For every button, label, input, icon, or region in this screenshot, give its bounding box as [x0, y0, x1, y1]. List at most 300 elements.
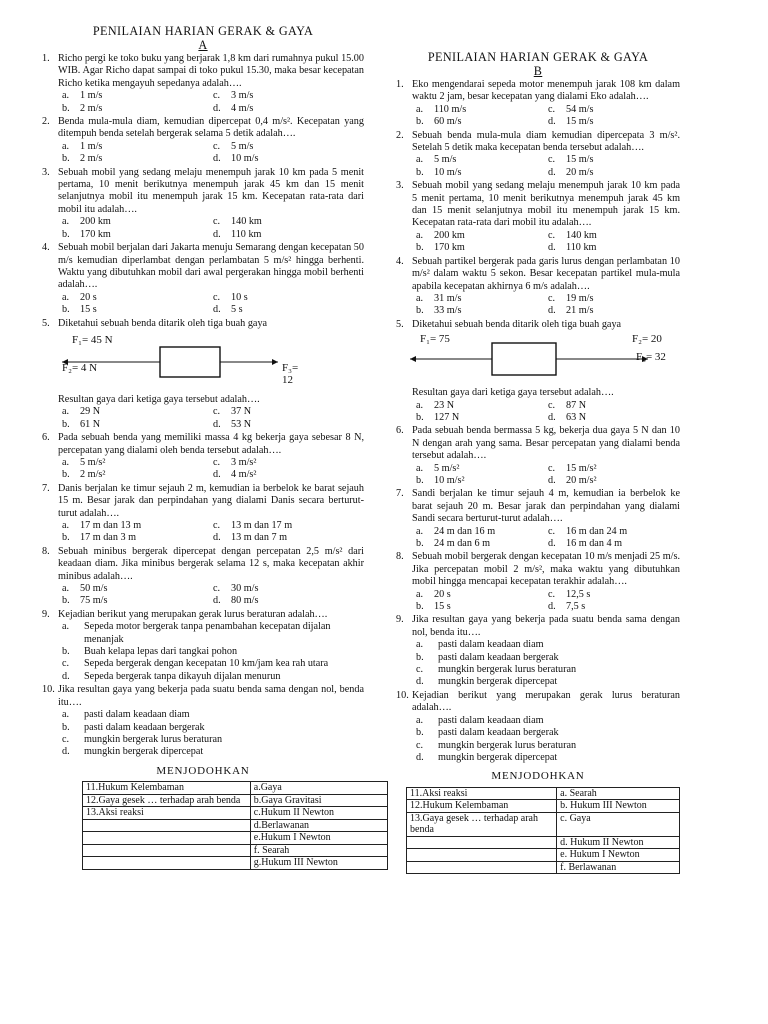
option-letter: c.: [62, 733, 70, 745]
option-text: 19 m/s: [566, 292, 594, 304]
table-row: [83, 794, 388, 807]
question-text: Resultan gaya dari ketiga gaya tersebut adalah….: [412, 387, 614, 399]
answer-option: [416, 752, 680, 764]
answer-options: [42, 457, 364, 482]
option-letter: a.: [62, 216, 70, 228]
match-answer: d. Hukum II Newton: [557, 836, 680, 849]
option-letter: d.: [213, 304, 221, 316]
question-number: 5.: [396, 318, 404, 330]
option-letter: d.: [213, 469, 221, 481]
option-text: 63 N: [566, 411, 587, 423]
answer-options: [396, 639, 680, 689]
question-text: Danis berjalan ke timur sejauh 2 m, kemudian ia berbelok ke barat sejauh 15 m. Besar jarak dan perpindahan yang dialami Danis secara berturut-turut adalah….: [58, 482, 364, 519]
answer-option: [416, 116, 548, 128]
answer-option: [416, 475, 548, 487]
option-text: mungkin bergerak lurus beraturan: [84, 733, 223, 745]
answer-options: [396, 589, 680, 614]
match-statement: 12.Hukum Kelembaman: [407, 800, 557, 813]
question-text: Benda mula-mula diam, kemudian dipercepat 0,4 m/s². Kecepatan yang ditempuh benda setelah bergerak selama 5 detik adalah….: [58, 116, 364, 140]
option-letter: a.: [62, 709, 70, 721]
answer-option: [62, 646, 364, 658]
question-number: 8.: [396, 551, 404, 563]
option-text: 5 m/s²: [80, 456, 106, 468]
match-answer: f. Berlawanan: [557, 861, 680, 874]
answer-options: [396, 104, 680, 129]
match-answer: c. Gaya: [557, 812, 680, 836]
option-letter: b.: [416, 411, 424, 423]
answer-option: [62, 406, 213, 418]
question-number: 2.: [396, 129, 404, 141]
page-title: PENILAIAN HARIAN GERAK & GAYA: [92, 24, 314, 38]
answer-option: [62, 734, 364, 746]
option-letter: a.: [416, 229, 424, 241]
question-number: 9.: [42, 608, 50, 620]
option-text: 17 m dan 3 m: [80, 532, 137, 544]
option-letter: b.: [62, 721, 70, 733]
question-text: Pada sebuah benda bermassa 5 kg, bekerja dua gaya 5 N dan 10 N dengan arah yang sama. Besar percepatan yang dialami benda tersebut adalah….: [412, 425, 680, 462]
option-text: 10 m/s: [434, 166, 462, 178]
option-letter: b.: [416, 651, 424, 663]
option-text: 110 km: [231, 228, 262, 240]
question-text: Eko mengendarai sepeda motor menempuh jarak 108 km dalam waktu 2 jam, besar kecepatan yang dialami Eko adalah….: [412, 79, 680, 103]
option-letter: b.: [416, 538, 424, 549]
question-text: Sebuah partikel bergerak pada garis lurus dengan perlambatan 10 m/s² dalam waktu 5 sekon. Besar kecepatan partikel mula-mula apabila kecepatan akhirnya 6 m/s adalah….: [412, 255, 680, 292]
option-text: pasti dalam keadaan bergerak: [438, 727, 559, 739]
table-row: [407, 787, 680, 800]
question: [396, 614, 680, 639]
option-text: pasti dalam keadaan diam: [84, 709, 190, 721]
match-answer: a. Searah: [557, 787, 680, 800]
match-answer: b. Hukum III Newton: [557, 800, 680, 813]
option-text: 16 m dan 24 m: [566, 525, 628, 537]
option-text: 4 m/s²: [231, 469, 257, 481]
answer-option: [213, 406, 364, 418]
option-letter: d.: [213, 153, 221, 165]
force-label-f1: F₁= 45 N: [72, 333, 113, 346]
option-text: mungkin bergerak dipercepat: [438, 751, 558, 763]
option-letter: a.: [62, 140, 70, 152]
matching-title: MENJODOHKAN: [156, 764, 250, 777]
option-letter: d.: [548, 242, 556, 254]
answer-options: [42, 90, 364, 115]
questions-b-2: [396, 387, 680, 764]
answer-option: [416, 601, 548, 613]
answer-option: [548, 538, 680, 550]
option-text: 15 m/s: [566, 154, 594, 166]
option-letter: a.: [62, 406, 70, 418]
answer-option: [62, 709, 364, 721]
option-text: mungkin bergerak lurus beraturan: [438, 739, 577, 751]
match-statement: [83, 819, 251, 832]
answer-option: [213, 532, 364, 544]
answer-option: [416, 242, 548, 254]
option-text: 15 s: [80, 304, 97, 316]
option-letter: d.: [213, 102, 221, 114]
page-subtitle: A: [198, 38, 208, 52]
option-letter: a.: [62, 520, 70, 531]
answer-option: [62, 153, 213, 165]
answer-options: [396, 400, 680, 425]
question-number: 7.: [396, 488, 404, 500]
answer-option: [62, 216, 213, 228]
answer-option: [62, 595, 213, 607]
answer-option: [548, 230, 680, 242]
match-statement: [83, 832, 251, 845]
match-answer: e. Hukum I Newton: [557, 849, 680, 862]
option-letter: c.: [213, 520, 221, 531]
option-letter: a.: [416, 525, 424, 537]
question-number: 7.: [42, 482, 50, 494]
question-text: Sebuah benda mula-mula diam kemudian dipercepata 3 m/s². Setelah 5 detik maka kecepatan benda tersebut adalah….: [412, 129, 680, 154]
force-label-f2: F₂= 4 N: [62, 361, 98, 374]
answer-option: [416, 400, 548, 412]
option-letter: b.: [62, 153, 70, 165]
answer-option: [548, 167, 680, 179]
answer-option: [213, 216, 364, 228]
option-letter: b.: [62, 102, 70, 114]
match-statement: [83, 857, 251, 870]
question: [42, 609, 364, 621]
matching-table-b: [406, 787, 680, 875]
answer-option: [62, 671, 364, 683]
option-text: 17 m dan 13 m: [80, 520, 142, 531]
answer-option: [62, 457, 213, 469]
option-letter: c.: [416, 664, 424, 676]
option-letter: c.: [62, 658, 70, 670]
question-number: 10.: [396, 689, 409, 701]
answer-option: [416, 412, 548, 424]
question: [42, 394, 364, 406]
option-text: pasti dalam keadaan bergerak: [84, 721, 205, 733]
option-letter: d.: [548, 601, 556, 613]
option-text: 50 m/s: [80, 583, 108, 595]
option-text: 3 m/s²: [231, 456, 257, 468]
question-number: [396, 387, 412, 399]
option-letter: c.: [213, 140, 221, 152]
option-letter: b.: [62, 595, 70, 607]
match-statement: [407, 849, 557, 862]
answer-option: [62, 532, 213, 544]
option-text: 21 m/s: [566, 305, 594, 317]
answer-option: [213, 229, 364, 241]
option-letter: d.: [213, 228, 221, 240]
option-text: mungkin bergerak dipercepat: [438, 676, 558, 688]
option-text: 7,5 s: [566, 601, 586, 613]
question: [42, 167, 364, 217]
question: [396, 551, 680, 588]
answer-option: [548, 601, 680, 613]
answer-option: [213, 419, 364, 431]
question-text: Diketahui sebuah benda ditarik oleh tiga buah gaya: [412, 318, 622, 330]
matching-title: MENJODOHKAN: [491, 770, 585, 783]
match-statement: 13.Gaya gesek … terhadap arah benda: [407, 812, 557, 836]
option-letter: a.: [62, 456, 70, 468]
option-letter: d.: [548, 474, 556, 486]
option-text: 24 m dan 16 m: [434, 525, 496, 537]
option-letter: d.: [548, 411, 556, 423]
answer-options: [396, 526, 680, 551]
answer-options: [42, 583, 364, 608]
page-title: PENILAIAN HARIAN GERAK & GAYA: [427, 50, 649, 64]
option-letter: c.: [548, 103, 556, 115]
match-statement: 11.Aksi reaksi: [407, 787, 557, 800]
force-figure-a: [42, 332, 299, 392]
force-figure-b: [396, 333, 680, 385]
question-text: Kejadian berikut yang merupakan gerak lurus beraturan adalah….: [412, 689, 680, 714]
question-number: 1.: [42, 53, 50, 64]
title-b: [396, 50, 680, 78]
option-text: 23 N: [434, 399, 455, 411]
table-row: [83, 782, 388, 795]
question-number: 8.: [42, 545, 50, 557]
option-letter: a.: [416, 639, 424, 651]
option-letter: b.: [62, 532, 70, 544]
question-text: Sebuah minibus bergerak dipercepat dengan percepatan 2,5 m/s² dari keadaan diam. Jika minibus bergerak selama 12 s, maka kecepatan akhir minibus adalah….: [58, 545, 364, 582]
answer-option: [548, 589, 680, 601]
option-text: 170 km: [434, 242, 465, 254]
answer-option: [62, 658, 364, 670]
answer-option: [62, 292, 213, 304]
option-text: mungkin bergerak lurus beraturan: [438, 664, 577, 676]
answer-option: [213, 153, 364, 165]
option-text: Sepeda bergerak tanpa dikayuh dijalan menurun: [84, 670, 281, 682]
option-text: 20 s: [434, 588, 451, 600]
answer-option: [548, 412, 680, 424]
table-row: [83, 819, 388, 832]
question-text: Kejadian berikut yang merupakan gerak lurus beraturan adalah….: [58, 608, 328, 620]
answer-option: [416, 715, 680, 727]
questions-b: [396, 79, 680, 331]
option-letter: c.: [548, 292, 556, 304]
table-row: [407, 861, 680, 874]
option-text: 31 m/s: [434, 292, 462, 304]
option-text: 127 N: [434, 411, 460, 423]
questions-a: [42, 53, 364, 330]
answer-option: [62, 141, 213, 153]
option-text: 1 m/s: [80, 140, 103, 152]
answer-option: [62, 520, 213, 532]
option-letter: a.: [62, 621, 70, 633]
option-letter: c.: [548, 229, 556, 241]
answer-option: [548, 242, 680, 254]
force-label-f3: F₃= 32: [636, 351, 666, 364]
match-statement: [407, 861, 557, 874]
page-subtitle: B: [533, 64, 543, 78]
question: [396, 425, 680, 462]
option-text: Sepeda bergerak dengan kecepatan 10 km/jam kea rah utara: [84, 658, 329, 670]
option-text: 10 s: [231, 291, 248, 303]
question-number: 4.: [396, 255, 404, 267]
question-number: 1.: [396, 79, 404, 90]
question-number: 10.: [42, 684, 55, 696]
option-text: 15 m/s²: [566, 462, 597, 474]
answer-option: [416, 676, 680, 688]
answer-option: [548, 293, 680, 305]
answer-option: [416, 664, 680, 676]
question-number: 3.: [42, 166, 50, 178]
option-text: pasti dalam keadaan diam: [438, 714, 544, 726]
match-statement: [407, 836, 557, 849]
answer-options: [42, 216, 364, 241]
option-letter: d.: [548, 116, 556, 128]
option-text: 110 m/s: [434, 103, 467, 115]
option-text: 200 km: [80, 216, 111, 228]
answer-option: [213, 595, 364, 607]
answer-option: [62, 304, 213, 316]
answer-option: [416, 740, 680, 752]
answer-options: [42, 621, 364, 683]
answer-option: [62, 90, 213, 102]
answer-option: [62, 722, 364, 734]
answer-option: [416, 526, 548, 538]
answer-options: [42, 141, 364, 166]
answer-option: [548, 463, 680, 475]
option-text: 15 m/s: [566, 116, 594, 128]
answer-option: [548, 305, 680, 317]
option-letter: c.: [416, 739, 424, 751]
option-letter: a.: [416, 588, 424, 600]
option-letter: d.: [416, 751, 424, 763]
option-letter: b.: [62, 469, 70, 481]
option-text: 5 s: [231, 304, 243, 316]
match-answer: e.Hukum I Newton: [250, 832, 387, 845]
option-letter: d.: [548, 538, 556, 549]
option-text: 20 s: [80, 291, 97, 303]
option-letter: c.: [213, 216, 221, 228]
option-text: 13 m dan 17 m: [231, 520, 293, 531]
matching-table-a: [82, 781, 388, 870]
table-row: [407, 800, 680, 813]
option-letter: b.: [416, 727, 424, 739]
option-letter: d.: [213, 595, 221, 607]
match-answer: a.Gaya: [250, 782, 387, 795]
answer-option: [416, 104, 548, 116]
answer-option: [213, 520, 364, 532]
question: [396, 488, 680, 525]
option-letter: c.: [213, 406, 221, 418]
answer-option: [416, 167, 548, 179]
question-number: 2.: [42, 116, 50, 128]
column-a: [42, 0, 364, 870]
question-text: Richo pergi ke toko buku yang berjarak 1,8 km dari rumahnya pukul 15.00 WIB. Agar Richo dapat sampai di toko pukul 15.30, maka besar kecepatan Richo ketika mengayuh sepedanya adalah….: [58, 53, 364, 89]
option-text: 16 m dan 4 m: [566, 538, 623, 549]
option-text: 80 m/s: [231, 595, 259, 607]
column-b: [396, 0, 680, 874]
option-letter: d.: [416, 676, 424, 688]
table-row: [407, 812, 680, 836]
option-text: 1 m/s: [80, 90, 103, 102]
answer-option: [548, 400, 680, 412]
option-text: 37 N: [231, 406, 252, 418]
option-text: Sepeda motor bergerak tanpa penambahan kecepatan dijalan menanjak: [84, 621, 331, 645]
option-letter: a.: [416, 714, 424, 726]
option-text: 33 m/s: [434, 305, 462, 317]
option-letter: a.: [62, 90, 70, 102]
answer-option: [548, 526, 680, 538]
answer-option: [416, 639, 680, 651]
option-text: 200 km: [434, 229, 465, 241]
answer-options: [396, 293, 680, 318]
option-letter: b.: [416, 242, 424, 254]
option-text: Buah kelapa lepas dari tangkai pohon: [84, 646, 238, 658]
option-letter: a.: [416, 462, 424, 474]
answer-options: [396, 230, 680, 255]
option-letter: b.: [416, 305, 424, 317]
option-letter: c.: [548, 154, 556, 166]
title-a: [42, 24, 364, 52]
answer-options: [396, 715, 680, 765]
question: [396, 180, 680, 230]
option-letter: d.: [62, 670, 70, 682]
answer-option: [62, 746, 364, 758]
match-answer: d.Berlawanan: [250, 819, 387, 832]
answer-option: [548, 104, 680, 116]
option-text: 5 m/s²: [434, 462, 460, 474]
question-text: Sebuah mobil berjalan dari Jakarta menuju Semarang dengan kecepatan 50 m/s kemudian diperlambat dengan perlambatan 5 m/s² hingga berhenti. Waktu yang dibutuhkan mobil dari awal pergerakan hingga mobil berhenti adalah….: [58, 242, 364, 291]
answer-options: [42, 292, 364, 317]
option-text: 10 m/s: [231, 153, 259, 165]
question-number: 6.: [42, 432, 50, 444]
question-text: Pada sebuah benda yang memiliki massa 4 kg bekerja gaya sebesar 8 N, percepatan yang dialami oleh benda tersebut adalah….: [58, 432, 364, 456]
match-statement: 11.Hukum Kelembaman: [83, 782, 251, 795]
question: [396, 256, 680, 293]
answer-options: [42, 406, 364, 431]
option-letter: d.: [548, 305, 556, 317]
force-label-f2: F₂= 20: [632, 333, 662, 346]
answer-option: [62, 103, 213, 115]
table-row: [407, 836, 680, 849]
answer-option: [416, 154, 548, 166]
answer-option: [548, 154, 680, 166]
answer-option: [62, 621, 364, 646]
table-row: [83, 807, 388, 820]
option-text: 29 N: [80, 406, 101, 418]
option-letter: b.: [62, 646, 70, 658]
option-text: 60 m/s: [434, 116, 462, 128]
match-statement: [83, 844, 251, 857]
option-letter: d.: [548, 166, 556, 178]
option-text: 20 m/s: [566, 166, 594, 178]
table-row: [83, 832, 388, 845]
answer-option: [213, 457, 364, 469]
option-letter: b.: [62, 418, 70, 430]
option-letter: a.: [416, 292, 424, 304]
option-text: 2 m/s: [80, 153, 103, 165]
question: [396, 130, 680, 155]
answer-options: [42, 520, 364, 545]
answer-option: [416, 727, 680, 739]
answer-option: [416, 293, 548, 305]
option-letter: a.: [62, 291, 70, 303]
option-letter: c.: [548, 588, 556, 600]
option-text: 13 m dan 7 m: [231, 532, 288, 544]
question: [42, 432, 364, 457]
answer-option: [62, 469, 213, 481]
option-text: 15 s: [434, 601, 451, 613]
question-number: 4.: [42, 242, 50, 254]
answer-options: [42, 709, 364, 759]
option-letter: b.: [416, 116, 424, 128]
option-letter: d.: [213, 532, 221, 544]
option-text: 3 m/s: [231, 90, 254, 102]
question-number: 3.: [396, 180, 404, 192]
question-text: Sandi berjalan ke timur sejauh 4 m, kemudian ia berbelok ke barat sejauh 20 m. Besar jarak dan perpindahan yang dialami Sandi secara berturut-turut adalah….: [412, 488, 680, 525]
question: [396, 690, 680, 715]
option-text: 10 m/s²: [434, 474, 465, 486]
option-letter: b.: [416, 166, 424, 178]
option-text: 30 m/s: [231, 583, 259, 595]
option-letter: d.: [62, 746, 70, 758]
